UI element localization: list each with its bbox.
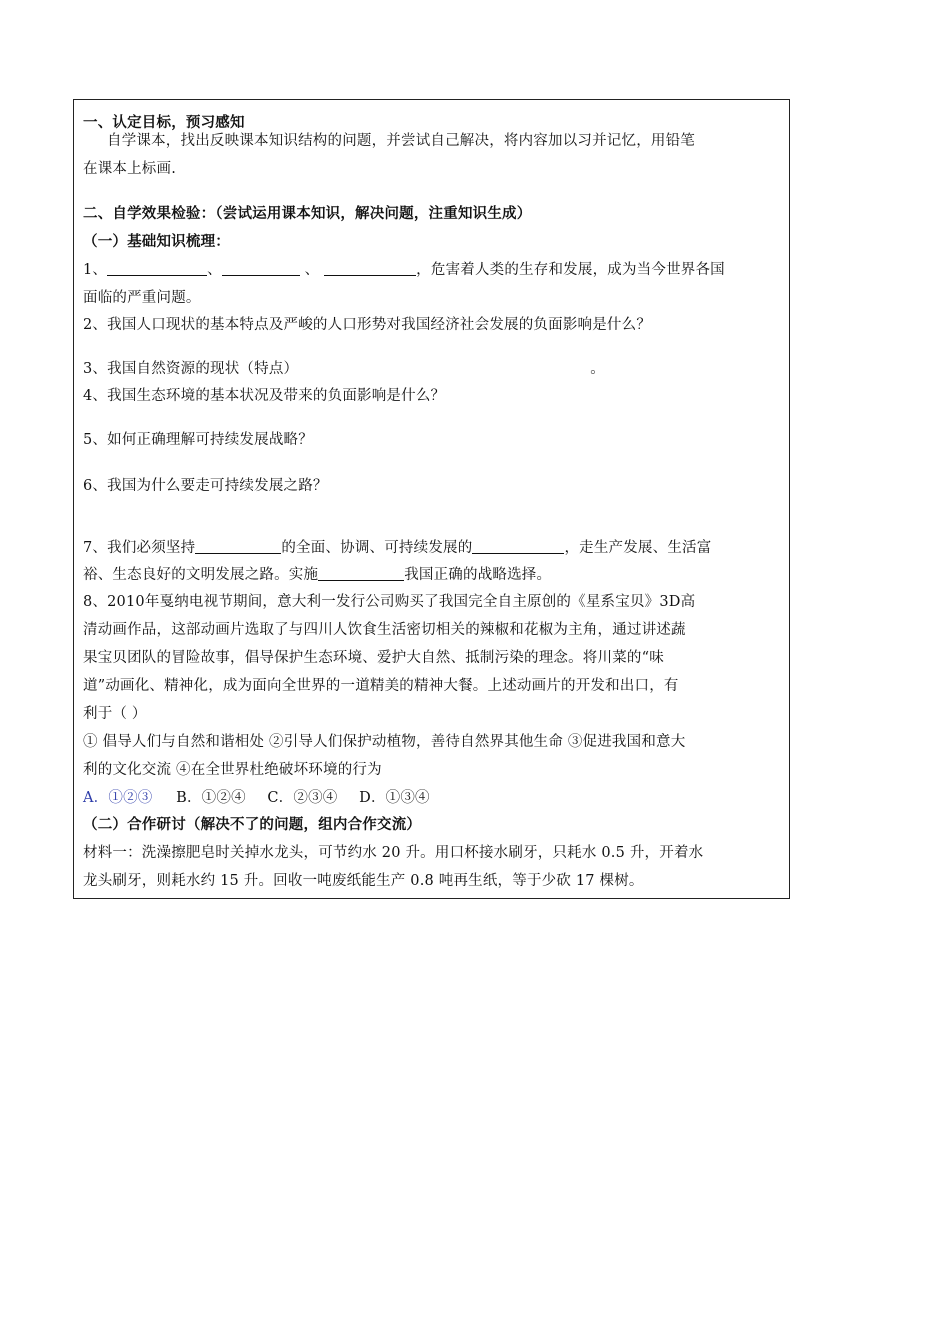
choice-c[interactable]: C．②③④	[267, 790, 338, 806]
section1-text-line1: 自学课本，找出反映课本知识结构的问题，并尝试自己解决，将内容加以习并记忆，用铅笔	[107, 133, 695, 149]
question-8-choices	[83, 789, 430, 807]
question-7-line2-part-b: 我国正确的战略选择。	[404, 567, 552, 583]
question-7-line2-part-a: 裕、生态良好的文明发展之路。实施	[83, 567, 319, 583]
worksheet-frame	[73, 99, 790, 899]
section1-text-line2: 在课本上标画.	[83, 161, 177, 177]
question-1	[83, 261, 725, 279]
subsection-cooperative-discussion: （二）合作研讨（解决不了的问题，组内合作交流）	[83, 816, 422, 833]
question-7-part-a: 7、我们必须坚持	[83, 540, 196, 556]
fill-blank-3[interactable]	[324, 261, 416, 276]
material-1-line1: 材料一：洗澡擦肥皂时关掉水龙头，可节约水 20 升。用口杯接水刷牙，只耗水 0.5 升，开着水	[83, 845, 704, 861]
question-8-line2: 清动画作品，这部动画片选取了与四川人饮食生活密切相关的辣椒和花椒为主角，通过讲述蔬	[83, 622, 686, 638]
question-7-part-b: 的全面、协调、可持续发展的	[281, 540, 473, 556]
fill-blank-2[interactable]	[222, 261, 300, 276]
choice-a[interactable]: A．①②③	[83, 790, 153, 806]
fill-blank-6[interactable]	[318, 566, 404, 581]
question-4: 4、我国生态环境的基本状况及带来的负面影响是什么？	[83, 388, 446, 404]
question-1-number: 1、	[83, 262, 108, 278]
question-8-options-line1: ① 倡导人们与自然和谐相处 ②引导人们保护动植物，善待自然界其他生命 ③促进我国和意大	[83, 734, 686, 750]
question-1-separator-1: 、	[207, 262, 222, 278]
section2-title: 二、自学效果检验：（尝试运用课本知识，解决问题，注重知识生成）	[83, 205, 532, 222]
fill-blank-1[interactable]	[107, 261, 207, 276]
choice-b[interactable]: B．①②④	[176, 790, 246, 806]
question-2: 2、我国人口现状的基本特点及严峻的人口形势对我国经济社会发展的负面影响是什么？	[83, 317, 652, 333]
question-1-separator-2: 、	[299, 262, 320, 278]
question-1-line2: 面临的严重问题。	[83, 290, 201, 306]
material-1-line2: 龙头刷牙，则耗水约 15 升。回收一吨废纸能生产 0.8 吨再生纸，等于少砍 17 棵树。	[83, 873, 644, 889]
question-1-tail: ，危害着人类的生存和发展，成为当今世界各国	[416, 262, 725, 278]
section1-title: 一、认定目标，预习感知	[83, 114, 245, 131]
question-3	[83, 360, 605, 378]
choice-d[interactable]: D．①③④	[359, 790, 430, 806]
question-8-line4: 道”动画化、精神化，成为面向全世界的一道精美的精神大餐。上述动画片的开发和出口，有	[83, 678, 679, 694]
question-3-text: 3、我国自然资源的现状（特点）	[83, 361, 299, 377]
question-8-options-line2: 利的文化交流 ④在全世界杜绝破坏环境的行为	[83, 762, 382, 778]
question-7	[83, 539, 711, 557]
question-5: 5、如何正确理解可持续发展战略？	[83, 432, 313, 448]
subsection-basic-knowledge: （一）基础知识梳理：	[83, 233, 230, 250]
question-6: 6、我国为什么要走可持续发展之路？	[83, 478, 328, 494]
question-8-line3: 果宝贝团队的冒险故事，倡导保护生态环境、爱护大自然、抵制污染的理念。将川菜的“味	[83, 650, 664, 666]
question-7-part-c: ，走生产发展、生活富	[564, 540, 712, 556]
fill-blank-5[interactable]	[472, 539, 564, 554]
question-3-end: 。	[590, 361, 605, 377]
fill-blank-4[interactable]	[195, 539, 281, 554]
question-8-line5: 利于（ ）	[83, 706, 147, 722]
question-7-line2	[83, 566, 551, 584]
question-8-line1: 8、2010年戛纳电视节期间，意大利一发行公司购买了我国完全自主原创的《星系宝贝》3D高	[83, 594, 696, 610]
